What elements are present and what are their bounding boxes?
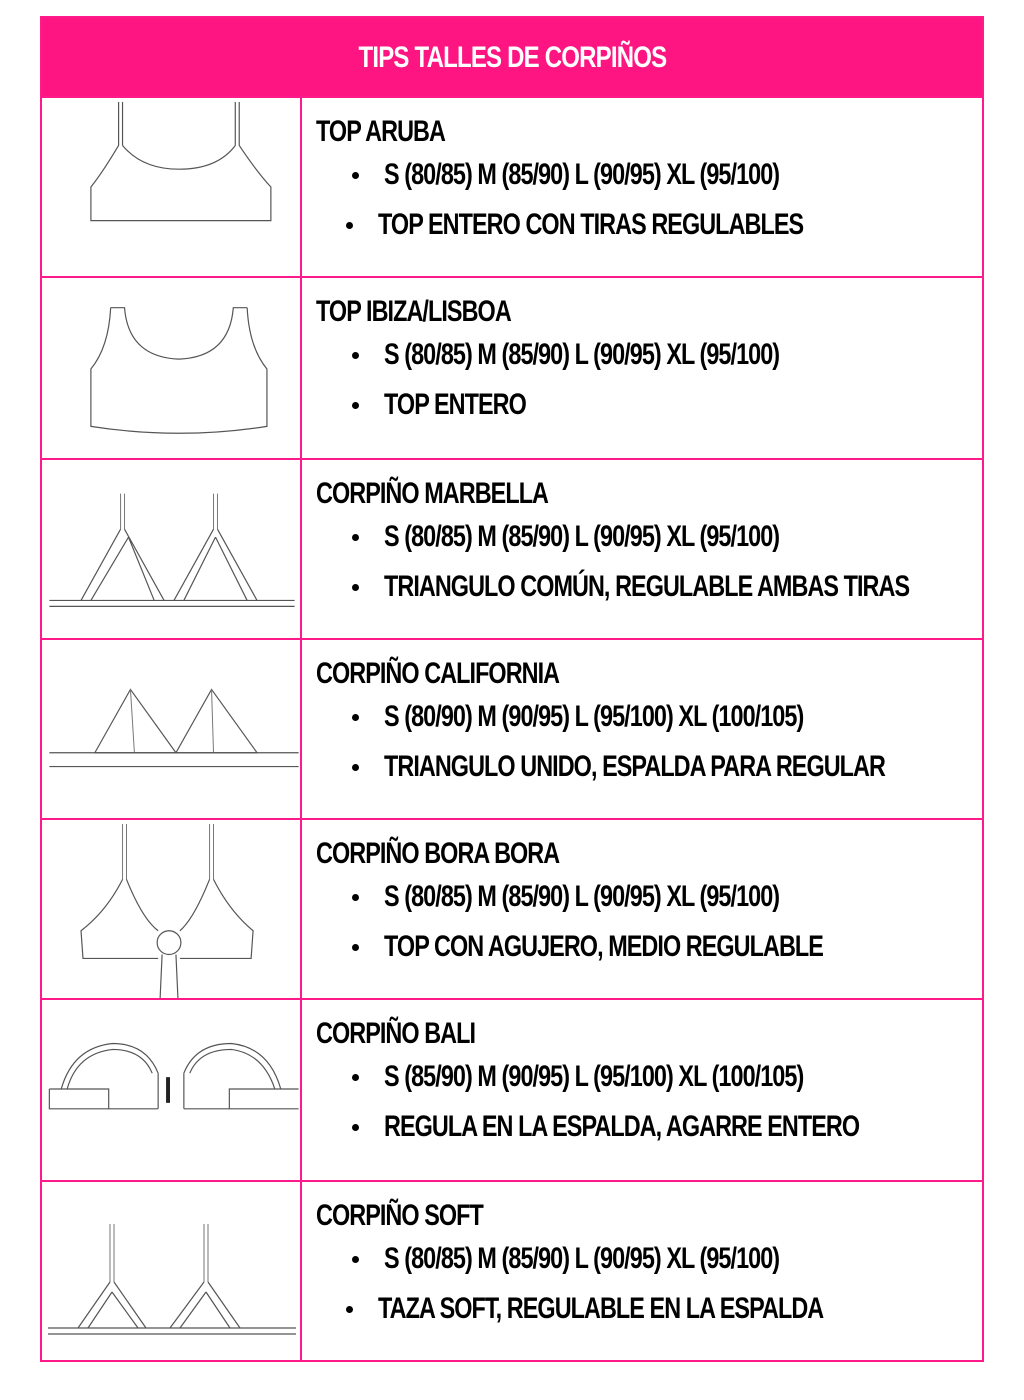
soft-drawing-icon bbox=[42, 1182, 300, 1362]
product-description: REGULA EN LA ESPALDA, AGARRE ENTERO bbox=[384, 1110, 860, 1143]
bullet-icon bbox=[352, 1124, 359, 1131]
chart-title: TIPS TALLES DE CORPIÑOS bbox=[358, 41, 666, 74]
bali-drawing-icon bbox=[42, 1000, 300, 1180]
size-chart bbox=[40, 16, 984, 1362]
bullet-icon bbox=[352, 764, 359, 771]
product-description: TRIANGULO UNIDO, ESPALDA PARA REGULAR bbox=[384, 750, 885, 783]
product-image-cell bbox=[42, 460, 302, 638]
product-sizes: S (80/85) M (85/90) L (90/95) XL (95/100) bbox=[384, 880, 780, 913]
product-sizes: S (80/85) M (85/90) L (90/95) XL (95/100) bbox=[384, 158, 780, 191]
product-image-cell bbox=[42, 1000, 302, 1180]
product-details bbox=[316, 1234, 982, 1334]
bullet-icon bbox=[352, 714, 359, 721]
bullet-icon bbox=[352, 1256, 359, 1263]
list-item bbox=[316, 150, 982, 200]
bullet-icon bbox=[352, 944, 359, 951]
california-drawing-icon bbox=[42, 640, 300, 818]
product-sizes: S (80/85) M (85/90) L (90/95) XL (95/100) bbox=[384, 338, 780, 371]
product-name: CORPIÑO MARBELLA bbox=[316, 477, 549, 510]
product-info bbox=[316, 114, 982, 250]
product-image-cell bbox=[42, 1182, 302, 1362]
list-item bbox=[316, 742, 982, 792]
product-row-bora-bora bbox=[42, 818, 982, 998]
product-details bbox=[316, 1052, 982, 1152]
product-image-cell bbox=[42, 640, 302, 818]
product-info bbox=[316, 1016, 982, 1152]
bullet-icon bbox=[352, 172, 359, 179]
product-row-california bbox=[42, 638, 982, 818]
product-description: TOP CON AGUJERO, MEDIO REGULABLE bbox=[384, 930, 823, 963]
product-name: TOP IBIZA/LISBOA bbox=[316, 295, 511, 328]
bullet-icon bbox=[352, 352, 359, 359]
chart-header bbox=[42, 18, 982, 98]
bullet-icon bbox=[352, 402, 359, 409]
bullet-icon bbox=[352, 534, 359, 541]
product-details bbox=[316, 872, 982, 972]
bullet-icon bbox=[352, 584, 359, 591]
product-info bbox=[316, 656, 982, 792]
list-item bbox=[316, 1102, 982, 1152]
product-description: TOP ENTERO bbox=[384, 388, 526, 421]
product-row-bali bbox=[42, 998, 982, 1180]
bullet-icon bbox=[346, 1306, 353, 1313]
bora-bora-drawing-icon bbox=[42, 820, 300, 998]
product-description: TOP ENTERO CON TIRAS REGULABLES bbox=[378, 208, 804, 241]
list-item bbox=[316, 562, 982, 612]
marbella-drawing-icon bbox=[42, 460, 300, 638]
product-name: CORPIÑO BALI bbox=[316, 1017, 476, 1050]
product-details bbox=[316, 512, 982, 612]
product-row-ibiza bbox=[42, 276, 982, 458]
product-details bbox=[316, 150, 982, 250]
product-image-cell bbox=[42, 820, 302, 998]
list-item bbox=[316, 872, 982, 922]
list-item bbox=[316, 922, 982, 972]
list-item bbox=[316, 330, 982, 380]
product-row-soft bbox=[42, 1180, 982, 1360]
product-details bbox=[316, 330, 982, 430]
bullet-icon bbox=[346, 222, 353, 229]
product-sizes: S (80/90) M (90/95) L (95/100) XL (100/105) bbox=[384, 700, 804, 733]
bullet-icon bbox=[352, 1074, 359, 1081]
product-description: TAZA SOFT, REGULABLE EN LA ESPALDA bbox=[378, 1292, 824, 1325]
product-image-cell bbox=[42, 278, 302, 458]
product-name: CORPIÑO BORA BORA bbox=[316, 837, 560, 870]
product-info bbox=[316, 1198, 982, 1334]
product-sizes: S (85/90) M (90/95) L (95/100) XL (100/105) bbox=[384, 1060, 804, 1093]
list-item bbox=[316, 692, 982, 742]
bullet-icon bbox=[352, 894, 359, 901]
product-details bbox=[316, 692, 982, 792]
top-ibiza-drawing-icon bbox=[42, 278, 300, 458]
list-item bbox=[316, 200, 982, 250]
product-info bbox=[316, 294, 982, 430]
product-sizes: S (80/85) M (85/90) L (90/95) XL (95/100) bbox=[384, 520, 780, 553]
product-name: CORPIÑO SOFT bbox=[316, 1199, 483, 1232]
product-sizes: S (80/85) M (85/90) L (90/95) XL (95/100) bbox=[384, 1242, 780, 1275]
product-name: TOP ARUBA bbox=[316, 115, 445, 148]
product-row-aruba bbox=[42, 96, 982, 276]
product-description: TRIANGULO COMÚN, REGULABLE AMBAS TIRAS bbox=[384, 570, 910, 603]
list-item bbox=[316, 380, 982, 430]
product-name: CORPIÑO CALIFORNIA bbox=[316, 657, 560, 690]
list-item bbox=[316, 1052, 982, 1102]
list-item bbox=[316, 1284, 982, 1334]
product-info bbox=[316, 476, 982, 612]
product-row-marbella bbox=[42, 458, 982, 638]
list-item bbox=[316, 1234, 982, 1284]
product-info bbox=[316, 836, 982, 972]
top-aruba-drawing-icon bbox=[42, 98, 300, 276]
product-image-cell bbox=[42, 98, 302, 276]
list-item bbox=[316, 512, 982, 562]
